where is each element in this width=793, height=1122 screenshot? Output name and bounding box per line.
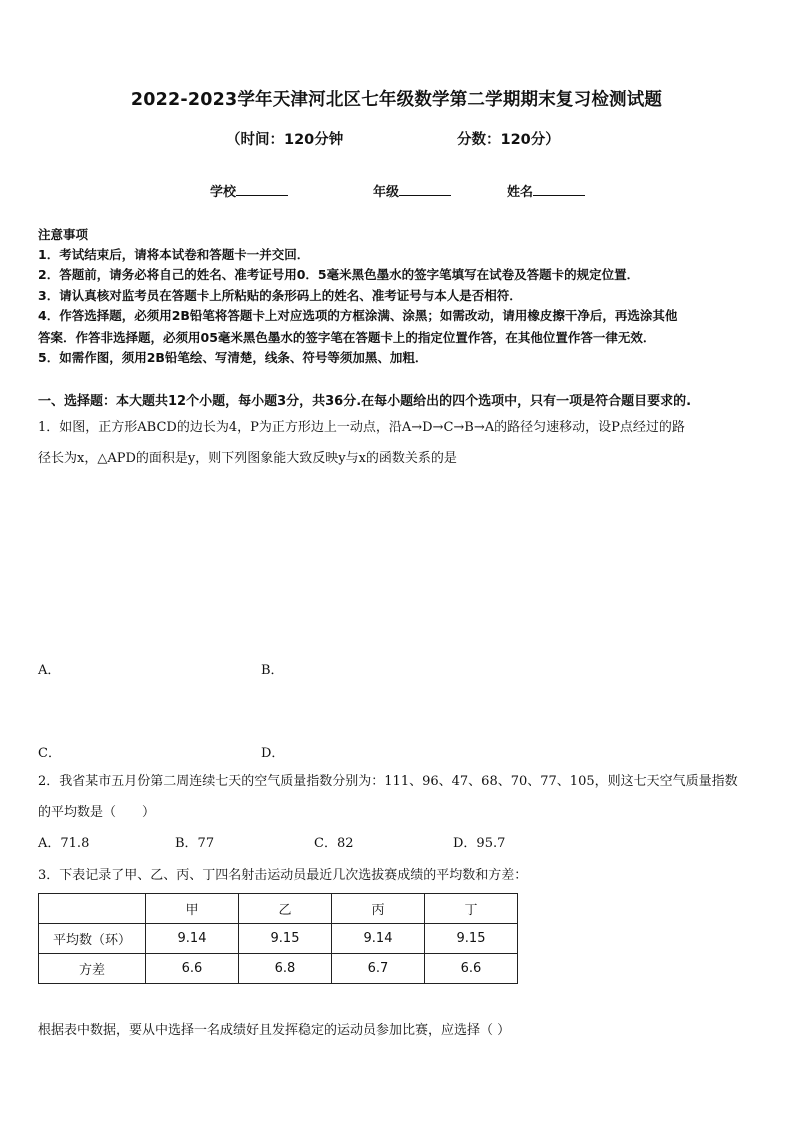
page-title: 2022-2023学年天津河北区七年级数学第二学期期末复习检测试题 — [130, 90, 663, 110]
table-cell: 9.15 — [239, 924, 332, 954]
notice-item: 4．作答选择题，必须用2B铅笔将答题卡上对应选项的方框涂满、涂黑；如需改动，请用橡皮擦干净后，再选涂其他 — [38, 308, 678, 323]
table-header-cell: 乙 — [239, 894, 332, 924]
q3-text: 3．下表记录了甲、乙、丙、丁四名射击运动员最近几次选拔赛成绩的平均数和方差： — [38, 868, 528, 883]
notice-item: 2．答题前，请务必将自己的姓名、准考证号用0．5毫米黑色墨水的签字笔填写在试卷及答题卡的规定位置． — [38, 267, 640, 282]
table-header-cell — [39, 894, 146, 924]
exam-time: （时间：120分钟 — [226, 132, 344, 148]
table-cell: 6.6 — [425, 954, 518, 984]
q2-option-d[interactable]: D．95.7 — [453, 836, 506, 851]
table-header-cell: 甲 — [146, 894, 239, 924]
table-header-cell: 丁 — [425, 894, 518, 924]
school-field — [210, 181, 288, 200]
q2-option-a[interactable]: A．71.8 — [38, 836, 90, 851]
grade-label: 年级 — [373, 185, 400, 200]
table-header-row — [39, 894, 518, 924]
q2-text-line1: 2．我省某市五月份第二周连续七天的空气质量指数分别为：111、96、47、68、70、77、105，则这七天空气质量指数 — [38, 774, 738, 789]
name-blank[interactable] — [533, 183, 585, 196]
name-label: 姓名 — [507, 185, 534, 200]
table-cell: 6.7 — [332, 954, 425, 984]
notice-item: 5．如需作图，须用2B铅笔绘、写清楚，线条、符号等须加黑、加粗． — [38, 350, 428, 365]
notice-item: 3．请认真核对监考员在答题卡上所粘贴的条形码上的姓名、准考证号与本人是否相符． — [38, 288, 522, 303]
exam-score: 分数：120分） — [457, 132, 560, 148]
q1-option-b[interactable]: B． — [261, 663, 284, 678]
q1-option-c[interactable]: C． — [38, 746, 61, 761]
q2-option-b[interactable]: B．77 — [175, 836, 215, 851]
table-row-label: 方差 — [39, 954, 146, 984]
q2-option-c[interactable]: C．82 — [314, 836, 354, 851]
score-table — [38, 893, 518, 984]
q1-text-line1: 1．如图，正方形ABCD的边长为4，P为正方形边上一动点，沿A→D→C→B→A的路径匀速移动，设P点经过的路 — [38, 420, 685, 435]
q3-question: 根据表中数据，要从中选择一名成绩好且发挥稳定的运动员参加比赛，应选择（ ） — [38, 1023, 511, 1038]
table-cell: 9.14 — [146, 924, 239, 954]
school-label: 学校 — [210, 185, 237, 200]
school-blank[interactable] — [236, 183, 288, 196]
table-header-cell: 丙 — [332, 894, 425, 924]
q1-option-d[interactable]: D． — [261, 746, 285, 761]
q2-text-line2: 的平均数是（ ） — [38, 805, 156, 820]
grade-blank[interactable] — [399, 183, 451, 196]
q1-text-line2: 径长为x，△APD的面积是y，则下列图象能大致反映y与x的函数关系的是 — [38, 451, 457, 466]
name-field — [507, 181, 585, 200]
section-heading: 一、选择题：本大题共12个小题，每小题3分，共36分.在每小题给出的四个选项中，只有一项是符合题目要求的. — [38, 394, 692, 409]
table-row-label: 平均数（环） — [39, 924, 146, 954]
grade-field — [373, 181, 451, 200]
q1-option-a[interactable]: A． — [38, 663, 61, 678]
table-cell: 9.14 — [332, 924, 425, 954]
notice-heading: 注意事项 — [38, 227, 89, 242]
table-row — [39, 954, 518, 984]
notice-item: 答案．作答非选择题，必须用05毫米黑色墨水的签字笔在答题卡上的指定位置作答，在其他位置作答一律无效． — [38, 330, 656, 345]
table-row — [39, 924, 518, 954]
notice-item: 1．考试结束后，请将本试卷和答题卡一并交回． — [38, 247, 310, 262]
table-cell: 6.8 — [239, 954, 332, 984]
table-cell: 9.15 — [425, 924, 518, 954]
table-cell: 6.6 — [146, 954, 239, 984]
